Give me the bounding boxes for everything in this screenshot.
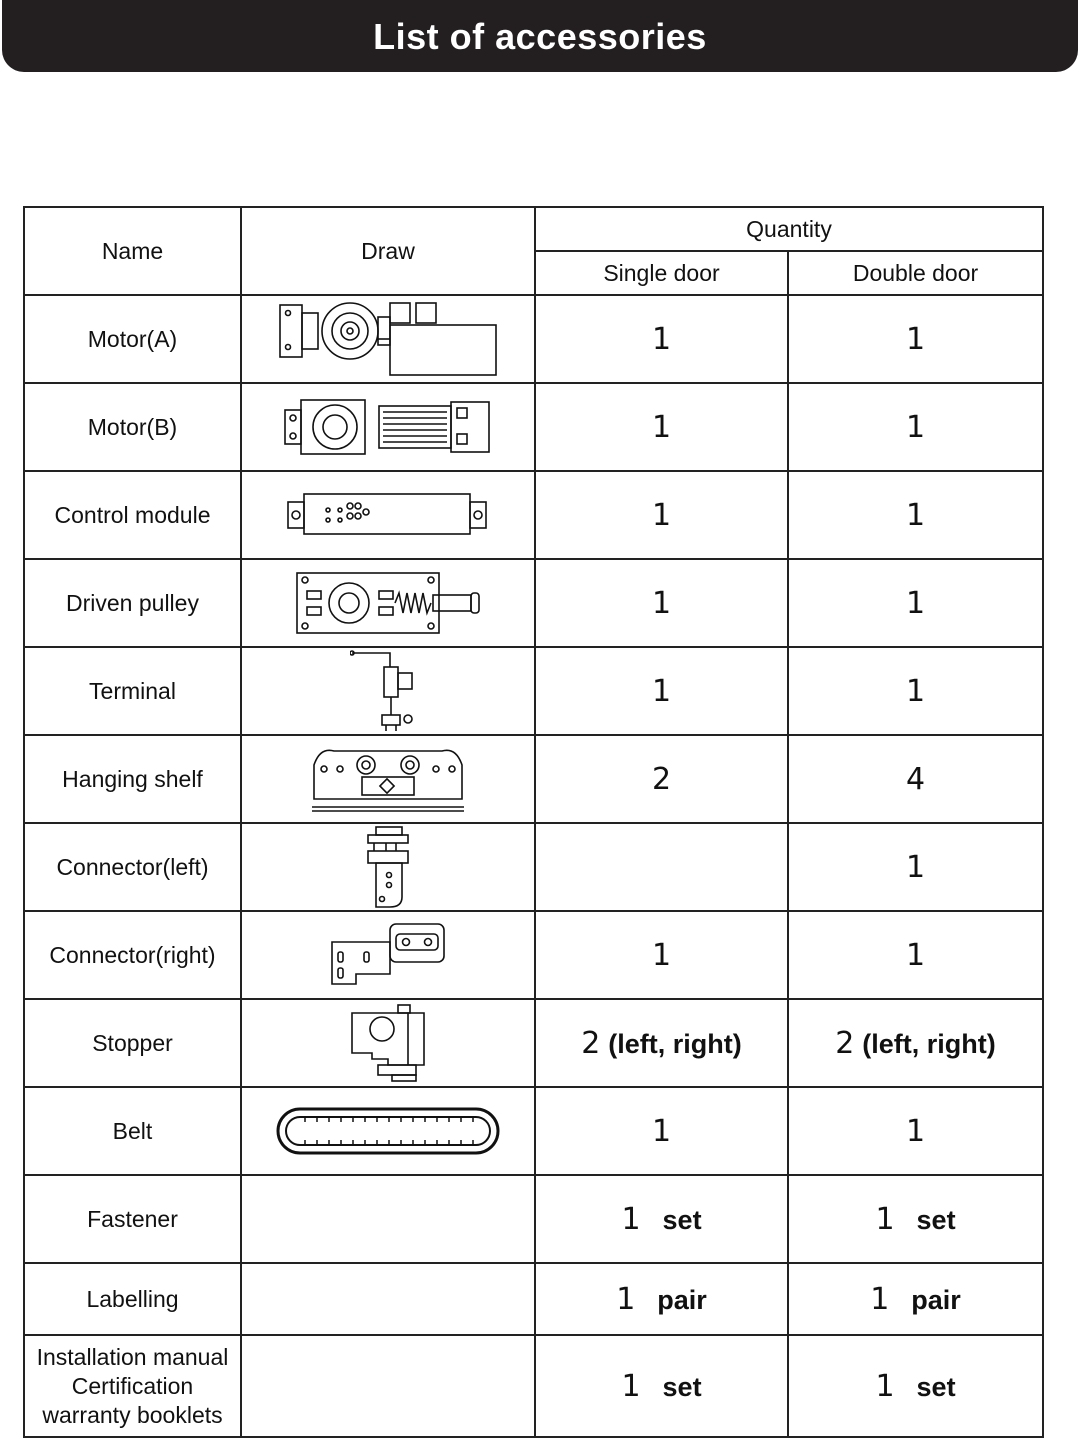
qty-double: 1 (870, 1281, 890, 1317)
table-row (24, 911, 1043, 999)
row-name: Fastener (24, 1175, 241, 1263)
qty-double: 1 (788, 559, 1043, 647)
header-name: Name (24, 207, 241, 295)
accessories-table (23, 206, 1044, 1438)
draw-empty (241, 1335, 535, 1437)
qty-double: 1 (788, 471, 1043, 559)
qty-single: 1 (535, 295, 788, 383)
hanging-shelf-drawing (310, 743, 466, 815)
terminal-drawing (350, 649, 426, 733)
qty-double: 1 (788, 1087, 1043, 1175)
row-name: Connector(left) (24, 823, 241, 911)
table-row (24, 295, 1043, 383)
qty-single-unit: set (662, 1371, 702, 1402)
table-row (24, 999, 1043, 1087)
qty-double: 1 (788, 647, 1043, 735)
qty-double: 1 (788, 911, 1043, 999)
connector-left-drawing (362, 825, 414, 909)
row-name: Labelling (24, 1263, 241, 1335)
qty-double-unit: pair (911, 1284, 961, 1315)
qty-double-suffix: (left, right) (862, 1028, 996, 1059)
qty-double: 4 (788, 735, 1043, 823)
motor-a-drawing (278, 299, 498, 379)
row-name: Stopper (24, 999, 241, 1087)
qty-single-suffix: (left, right) (608, 1028, 742, 1059)
qty-single: 2 (581, 1025, 601, 1061)
qty-single: 1 (535, 383, 788, 471)
table-row (24, 823, 1043, 911)
table-row (24, 1087, 1043, 1175)
motor-b-drawing (283, 396, 493, 458)
qty-single-unit: set (662, 1204, 702, 1235)
qty-single: 1 (621, 1201, 641, 1237)
qty-single (535, 823, 788, 911)
header-draw: Draw (241, 207, 535, 295)
row-name: Connector(right) (24, 911, 241, 999)
draw-empty (241, 1263, 535, 1335)
page-title: List of accessories (373, 16, 707, 57)
qty-double: 1 (875, 1201, 895, 1237)
header-double-door: Double door (788, 251, 1043, 295)
qty-double: 1 (788, 295, 1043, 383)
control-module-drawing (286, 492, 490, 538)
header-single-door: Single door (535, 251, 788, 295)
stopper-drawing (348, 1003, 428, 1083)
table-row (24, 1175, 1043, 1263)
qty-single: 1 (535, 1087, 788, 1175)
qty-single: 1 (535, 911, 788, 999)
qty-double: 2 (835, 1025, 855, 1061)
row-name: Motor(B) (24, 383, 241, 471)
draw-empty (241, 1175, 535, 1263)
table-row (24, 1263, 1043, 1335)
qty-double: 1 (788, 383, 1043, 471)
qty-double: 1 (875, 1368, 895, 1404)
qty-single: 1 (535, 647, 788, 735)
belt-drawing (275, 1106, 501, 1156)
title-banner (2, 0, 1078, 72)
qty-single: 2 (535, 735, 788, 823)
row-name: Motor(A) (24, 295, 241, 383)
header-quantity: Quantity (535, 207, 1043, 251)
row-name: Belt (24, 1087, 241, 1175)
qty-single: 1 (616, 1281, 636, 1317)
row-name (24, 1335, 241, 1437)
table-row (24, 471, 1043, 559)
connector-right-drawing (328, 920, 448, 990)
row-name: Terminal (24, 647, 241, 735)
row-name-line: Certification (71, 1372, 194, 1399)
table-row (24, 735, 1043, 823)
table-row (24, 383, 1043, 471)
table-row (24, 559, 1043, 647)
row-name: Hanging shelf (24, 735, 241, 823)
qty-double: 1 (788, 823, 1043, 911)
qty-single-unit: pair (657, 1284, 707, 1315)
qty-double-unit: set (916, 1204, 956, 1235)
row-name-line: Installation manual (36, 1343, 229, 1370)
row-name-line: warranty booklets (42, 1401, 223, 1428)
row-name: Control module (24, 471, 241, 559)
driven-pulley-drawing (295, 571, 481, 635)
qty-single: 1 (535, 471, 788, 559)
row-name: Driven pulley (24, 559, 241, 647)
qty-double-unit: set (916, 1371, 956, 1402)
qty-single: 1 (535, 559, 788, 647)
qty-single: 1 (621, 1368, 641, 1404)
table-row (24, 647, 1043, 735)
table-row (24, 1335, 1043, 1437)
